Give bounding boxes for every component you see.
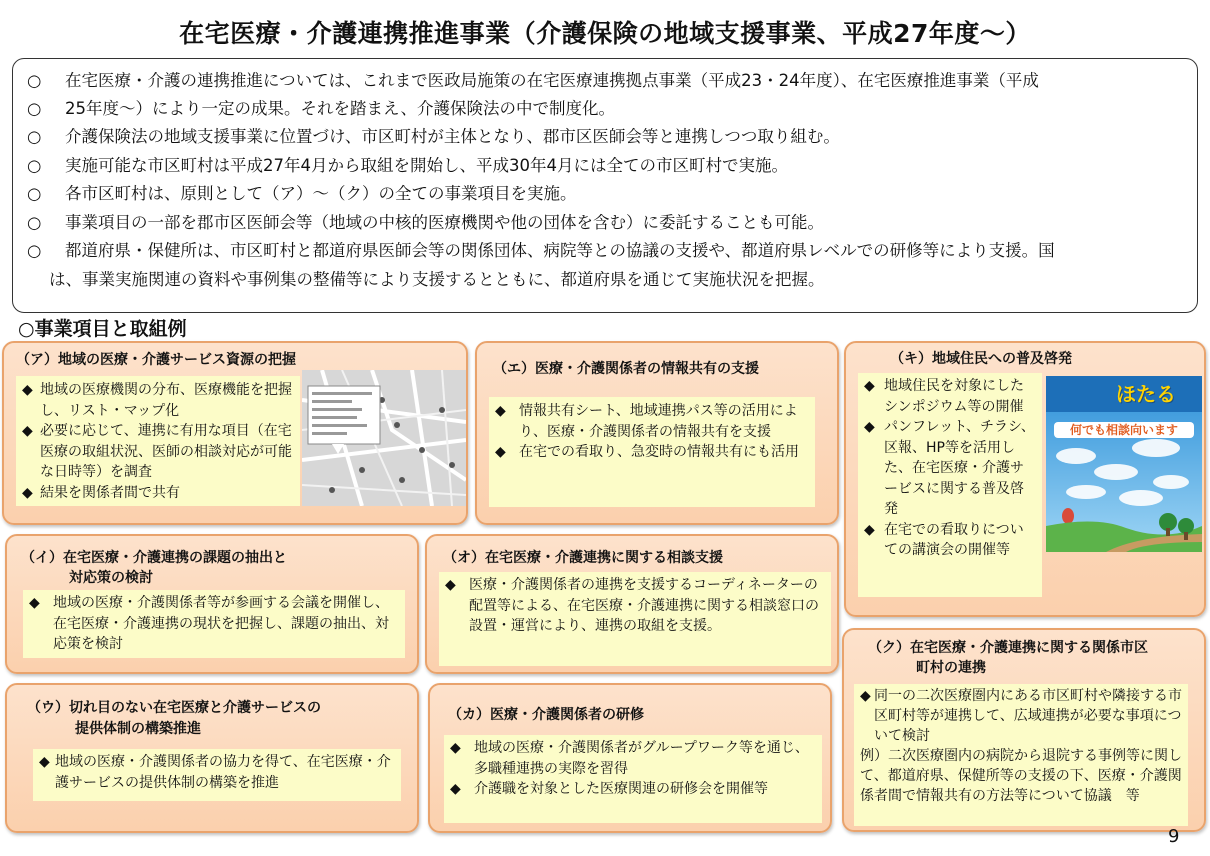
card-i: [5, 534, 419, 674]
list-item: ◆ 同一の二次医療圏内にある市区町村や隣接する市区町村等が連携して、広域連携が必要な事項について検討: [860, 686, 1182, 746]
intro-bullet: ○ 介護保険法の地域支援事業に位置づけ、市区町村が主体となり、郡市区医師会等と連携しつつ取り組む。: [27, 123, 1183, 152]
list-item: ◆ 介護職を対象とした医療関連の研修会を開催等: [450, 779, 816, 800]
card-ki-body: [858, 373, 1042, 597]
list-item: ◆ 地域の医療・介護関係者等が参画する会議を開催し、在宅医療・介護連携の現状を把握し、課題の抽出、対応策を検討: [29, 593, 399, 655]
list-item: ◆ パンフレット、チラシ、区報、HP等を活用した、在宅医療・介護サービスに関する普及啓発: [864, 417, 1036, 520]
intro-bullet-continuation: は、事業実施関連の資料や事例集の整備等により支援するとともに、都道府県を通じて実施状況を把握。: [49, 269, 825, 289]
card-u: [5, 683, 419, 833]
card-a-body: [16, 376, 300, 506]
card-i-title: （イ）在宅医療・介護連携の課題の抽出と: [21, 550, 287, 566]
card-e: [475, 341, 839, 525]
card-e-body: [489, 397, 815, 507]
section-title: ○事業項目と取組例: [18, 318, 187, 340]
list-item: ◆ 地域住民を対象にしたシンポジウム等の開催: [864, 376, 1036, 417]
list-item: ◆ 結果を関係者間で共有: [22, 483, 294, 504]
intro-bullet: ○ 各市区町村は、原則として（ア）～（ク）の全ての事業項目を実施。: [27, 180, 1183, 209]
card-e-title: （エ）医療・介護関係者の情報共有の支援: [493, 361, 759, 377]
card-o: [425, 534, 839, 674]
intro-bullet-continuation: [27, 95, 1183, 124]
card-u-body: [33, 749, 401, 801]
card-i-title-line2: 対応策の検討: [69, 570, 153, 586]
list-item: ◆ 必要に応じて、連携に有用な項目（在宅医療の取組状況、医師の相談対応が可能な日時等）を調査: [22, 421, 294, 483]
card-a: [2, 341, 468, 525]
page-number: 9: [1168, 826, 1180, 847]
card-ku-title-line2: 町村の連携: [916, 660, 986, 676]
card-a-title: （ア）地域の医療・介護サービス資源の把握: [16, 352, 296, 368]
card-u-title-line2: 提供体制の構築推進: [75, 721, 201, 737]
intro-box: [12, 58, 1198, 313]
intro-bullet: ○ 事業項目の一部を郡市区医師会等（地域の中核的医療機関や他の団体を含む）に委託することも可能。: [27, 209, 1183, 238]
list-item: ◆ 在宅での看取りについての講演会の開催等: [864, 520, 1036, 561]
card-ku-body: [854, 684, 1188, 826]
intro-text: 25年度～）により一定の成果。それを踏まえ、介護保険法の中で制度化。: [65, 98, 615, 118]
list-item: ◆ 地域の医療・介護関係者の協力を得て、在宅医療・介護サービスの提供体制の構築を推進: [39, 752, 395, 793]
card-ku: [842, 628, 1206, 832]
card-ka-title: （カ）医療・介護関係者の研修: [448, 707, 644, 723]
card-o-title: （オ）在宅医療・介護連携に関する相談支援: [443, 550, 723, 566]
card-ki-title: （キ）地域住民への普及啓発: [890, 351, 1072, 367]
list-item: ◆ 情報共有シート、地域連携パス等の活用により、医療・介護関係者の情報共有を支援: [495, 401, 809, 442]
page-title: 在宅医療・介護連携推進事業（介護保険の地域支援事業、平成27年度～）: [179, 19, 1031, 48]
list-item: ◆ 医療・介護関係者の連携を支援するコーディネーターの配置等による、在宅医療・介護連携に関する相談窓口の設置・運営により、連携の取組を支援。: [445, 575, 825, 637]
card-ka-body: [444, 735, 822, 823]
card-ka: [428, 683, 832, 833]
list-item: ◆ 地域の医療・介護関係者がグループワーク等を通じ、多職種連携の実際を習得: [450, 738, 816, 779]
resource-map-image: [302, 370, 466, 506]
intro-bullet: ○ 都道府県・保健所は、市区町村と都道府県医師会等の関係団体、病院等との協議の支援や、都道府県レベルでの研修等により支援。国: [27, 237, 1183, 266]
list-item: ◆ 在宅での看取り、急変時の情報共有にも活用: [495, 442, 809, 463]
card-o-body: [439, 572, 831, 666]
pamphlet-title: ほたる: [1116, 382, 1176, 406]
list-item: ◆ 地域の医療機関の分布、医療機能を把握し、リスト・マップ化: [22, 380, 294, 421]
card-i-body: [23, 590, 405, 658]
example-text: 例）二次医療圏内の病院から退院する事例等に関して、都道府県、保健所等の支援の下、医療・介護関係者間で情報共有の方法等について協議 等: [860, 748, 1182, 804]
pamphlet-slogan: 何でも相談向います: [1069, 423, 1178, 437]
intro-bullet: ○ 実施可能な市区町村は平成27年4月から取組を開始し、平成30年4月には全ての市区町村で実施。: [27, 152, 1183, 181]
pamphlet-image: [1046, 376, 1202, 552]
card-ku-title: （ク）在宅医療・介護連携に関する関係市区: [868, 640, 1148, 656]
card-u-title: （ウ）切れ目のない在宅医療と介護サービスの: [27, 700, 321, 716]
card-ki: [844, 341, 1206, 617]
intro-bullet: ○ 在宅医療・介護の連携推進については、これまで医政局施策の在宅医療連携拠点事業（平成23・24年度）、在宅医療推進事業（平成: [27, 67, 1183, 96]
